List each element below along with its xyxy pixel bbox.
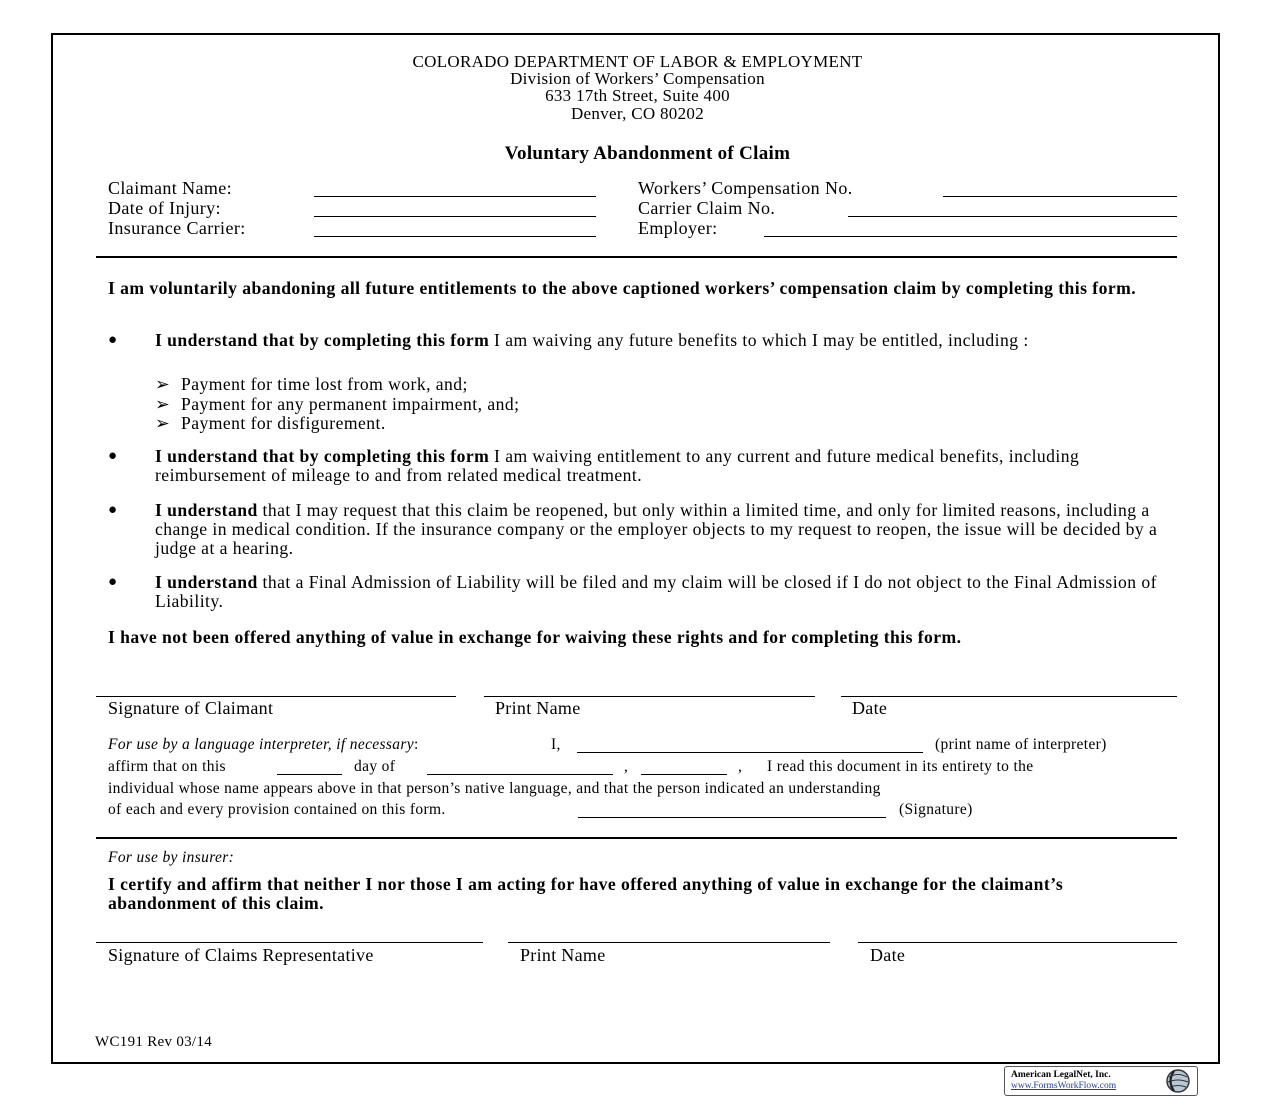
bullet-text: that a Final Admission of Liability will be filed and my claim will be closed if I do not object to the Final Admission of Liability. bbox=[155, 572, 1157, 611]
bullet-text: I am waiving any future benefits to which I may be entitled, including : bbox=[489, 330, 1029, 350]
arrow-icon: ➢ bbox=[155, 374, 171, 394]
insurer-label: For use by insurer: bbox=[108, 849, 235, 866]
form-revision: WC191 Rev 03/14 bbox=[95, 1034, 212, 1050]
interpreter-colon: : bbox=[414, 736, 419, 753]
interpreter-i: I, bbox=[551, 736, 561, 753]
interpreter-line3: individual whose name appears above in that person’s native language, and that the person indicated an understanding bbox=[108, 780, 881, 797]
watermark-company: American LegalNet, Inc. bbox=[1011, 1070, 1111, 1080]
date-label: Date bbox=[852, 698, 888, 718]
insurer-certification: I certify and affirm that neither I nor those I am acting for have offered anything of value in exchange for the claimant’s abandonment of this claim. bbox=[108, 874, 1064, 913]
interpreter-name-field[interactable] bbox=[577, 752, 923, 753]
agency-name: COLORADO DEPARTMENT OF LABOR & EMPLOYMENT bbox=[412, 52, 863, 71]
claims-rep-date-label: Date bbox=[870, 945, 906, 965]
arrow-icon: ➢ bbox=[155, 394, 171, 414]
claimant-print-name-line[interactable] bbox=[484, 696, 815, 697]
sub-list-item bbox=[155, 395, 855, 414]
day-field[interactable] bbox=[277, 774, 342, 775]
claims-rep-print-name-line[interactable] bbox=[508, 942, 830, 943]
claims-rep-date-line[interactable] bbox=[858, 942, 1177, 943]
bullet-emphasis: I understand that by completing this form bbox=[155, 446, 490, 466]
arrow-icon: ➢ bbox=[155, 413, 171, 433]
legalnet-watermark[interactable] bbox=[1004, 1066, 1198, 1096]
interpreter-signature-label: (Signature) bbox=[899, 801, 973, 818]
affirm-text: affirm that on this bbox=[108, 758, 226, 775]
comma-separator: , bbox=[738, 758, 743, 775]
bullet-icon: ● bbox=[108, 574, 118, 590]
print-name-of-interpreter-label: (print name of interpreter) bbox=[935, 736, 1107, 753]
claimant-name-field[interactable] bbox=[314, 196, 596, 197]
claimant-name-label: Claimant Name: bbox=[108, 178, 233, 198]
sub-item-text: Payment for any permanent impairment, and; bbox=[181, 394, 520, 414]
bullet-item bbox=[155, 501, 1175, 558]
bullet-item bbox=[155, 573, 1175, 611]
interpreter-signature-field[interactable] bbox=[578, 817, 886, 818]
claims-rep-signature-label: Signature of Claims Representative bbox=[108, 945, 374, 965]
insurance-carrier-label: Insurance Carrier: bbox=[108, 218, 246, 238]
claimant-date-line[interactable] bbox=[841, 696, 1177, 697]
interpreter-intro bbox=[108, 736, 419, 754]
print-name-label: Print Name bbox=[495, 698, 581, 718]
day-of-text: day of bbox=[354, 758, 396, 775]
bullet-item bbox=[155, 447, 1155, 485]
no-value-statement: I have not been offered anything of value in exchange for waiving these rights and for completing this form. bbox=[108, 627, 962, 647]
watermark-url[interactable]: www.FormsWorkFlow.com bbox=[1011, 1081, 1117, 1091]
claims-rep-signature-line[interactable] bbox=[96, 942, 483, 943]
bullet-icon: ● bbox=[108, 332, 118, 348]
sub-list-item bbox=[155, 375, 855, 394]
month-field[interactable] bbox=[427, 774, 613, 775]
year-field[interactable] bbox=[641, 774, 727, 775]
bullet-icon: ● bbox=[108, 448, 118, 464]
signature-of-claimant-label: Signature of Claimant bbox=[108, 698, 274, 718]
claims-rep-print-name-label: Print Name bbox=[520, 945, 606, 965]
carrier-claim-label: Carrier Claim No. bbox=[638, 198, 776, 218]
wc-number-field[interactable] bbox=[943, 196, 1177, 197]
sub-item-text: Payment for disfigurement. bbox=[181, 413, 386, 433]
bullet-emphasis: I understand that by completing this form bbox=[155, 330, 490, 350]
bullet-text: I am waiving entitlement to any current and future medical benefits, including reimbursement of mileage to and from related medical treatment. bbox=[155, 446, 1080, 485]
employer-label: Employer: bbox=[638, 218, 718, 238]
street-address: 633 17th Street, Suite 400 bbox=[545, 86, 730, 105]
bullet-emphasis: I understand bbox=[155, 500, 258, 520]
employer-field[interactable] bbox=[764, 236, 1177, 237]
wc-number-label: Workers’ Compensation No. bbox=[638, 178, 853, 198]
city-address: Denver, CO 80202 bbox=[570, 104, 704, 123]
date-of-injury-label: Date of Injury: bbox=[108, 198, 221, 218]
intro-statement: I am voluntarily abandoning all future entitlements to the above captioned workers’ compensation claim by completing this form. bbox=[108, 278, 1137, 298]
bullet-emphasis: I understand bbox=[155, 572, 258, 592]
sub-list-item bbox=[155, 414, 855, 433]
globe-logo-icon bbox=[1163, 1068, 1193, 1094]
division-name: Division of Workers’ Compensation bbox=[510, 69, 765, 88]
interpreter-line4: of each and every provision contained on this form. bbox=[108, 801, 446, 818]
date-of-injury-field[interactable] bbox=[314, 216, 596, 217]
bullet-item bbox=[155, 331, 1155, 350]
insurance-carrier-field[interactable] bbox=[314, 236, 596, 237]
read-document-text: I read this document in its entirety to the bbox=[767, 758, 1034, 775]
form-title: Voluntary Abandonment of Claim bbox=[504, 143, 791, 164]
claimant-signature-line[interactable] bbox=[96, 696, 456, 697]
interpreter-intro-text: For use by a language interpreter, if necessary bbox=[108, 736, 415, 753]
bullet-text: that I may request that this claim be reopened, but only within a limited time, and only for limited reasons, including a change in medical condition. If the insurance company or the employer objects to my request to reopen, the issue will be decided by a judge at a hearing. bbox=[155, 500, 1158, 558]
carrier-claim-field[interactable] bbox=[848, 216, 1177, 217]
section-divider bbox=[96, 256, 1177, 258]
sub-item-text: Payment for time lost from work, and; bbox=[181, 374, 468, 394]
comma-separator: , bbox=[624, 758, 629, 775]
section-divider bbox=[96, 837, 1177, 839]
bullet-icon: ● bbox=[108, 502, 118, 518]
